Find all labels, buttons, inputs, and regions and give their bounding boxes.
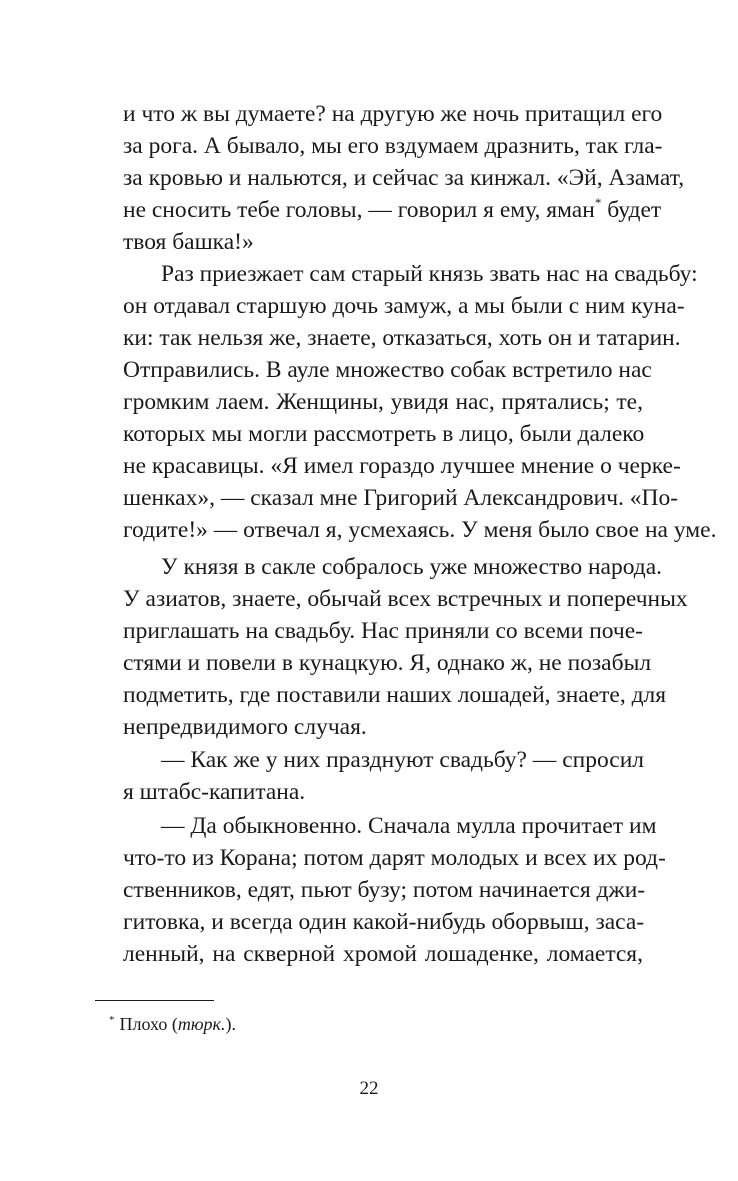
text-line: — Как же у них празднуют свадьбу? — спросил bbox=[161, 747, 645, 773]
text-line: подметить, где поставили наших лошадей, знаете, для bbox=[123, 682, 667, 708]
text-line: шенках», — сказал мне Григорий Александрович. «По- bbox=[123, 485, 679, 511]
footnote bbox=[109, 1012, 236, 1036]
text-line: я штабс-капитана. bbox=[123, 779, 306, 805]
text-line: не красавицы. «Я имел гораздо лучшее мнение о черке- bbox=[123, 453, 681, 479]
text-line: что-то из Корана; потом дарят молодых и всех их род- bbox=[123, 845, 666, 871]
footnote-text: Плохо ( bbox=[119, 1014, 178, 1034]
text-line: — Да обыкновенно. Сначала мулла прочитает им bbox=[161, 813, 657, 839]
text-line: он отдавал старшую дочь замуж, а мы были с ним куна- bbox=[123, 293, 685, 319]
text-line: ки: так нельзя же, знаете, отказаться, хоть он и татарин. bbox=[123, 325, 681, 351]
text-line: и что ж вы думаете? на другую же ночь притащил его bbox=[123, 101, 663, 127]
footnote-divider bbox=[95, 1000, 214, 1001]
text-line: за кровью и нальются, и сейчас за кинжал. «Эй, Азамат, bbox=[123, 165, 685, 191]
text-segment: будет bbox=[601, 197, 662, 223]
page-number: 22 bbox=[359, 1078, 379, 1099]
text-line-with-footnote-mark bbox=[123, 194, 662, 226]
text-line: гитовка, и всегда один какой-нибудь оборвыш, заса- bbox=[123, 909, 645, 935]
text-line: которых мы могли рассмотреть в лицо, были далеко bbox=[123, 421, 645, 447]
text-line: Отправились. В ауле множество собак встретило нас bbox=[123, 357, 652, 383]
text-line: Раз приезжает сам старый князь звать нас на свадьбу: bbox=[161, 261, 698, 287]
text-segment: не сносить тебе головы, — говорил я ему, яман bbox=[123, 197, 595, 223]
text-line: ленный, на скверной хромой лошаденке, ломается, bbox=[123, 941, 643, 967]
footnote-mark: * bbox=[109, 1014, 115, 1026]
text-line: У князя в сакле собралось уже множество народа. bbox=[161, 554, 663, 580]
text-line: твоя башка!» bbox=[123, 229, 254, 255]
footnote-reference-mark: * bbox=[594, 195, 602, 210]
text-line: за рога. А бывало, мы его вздумаем дразнить, так гла- bbox=[123, 133, 663, 159]
text-line: непредвидимого случая. bbox=[123, 714, 367, 740]
text-line: У азиатов, знаете, обычай всех встречных и поперечных bbox=[123, 586, 688, 612]
footnote-text-end: ). bbox=[225, 1014, 236, 1034]
text-line: приглашать на свадьбу. Нас приняли со всеми поче- bbox=[123, 618, 643, 644]
text-line: стями и повели в кунацкую. Я, однако ж, не позабыл bbox=[123, 650, 652, 676]
text-line: годите!» — отвечал я, усмехаясь. У меня было свое на уме. bbox=[123, 517, 717, 543]
text-line: ственников, едят, пьют бузу; потом начинается джи- bbox=[123, 877, 646, 903]
text-line: громким лаем. Женщины, увидя нас, прятались; те, bbox=[123, 389, 643, 415]
footnote-italic-text: тюрк. bbox=[177, 1014, 226, 1034]
